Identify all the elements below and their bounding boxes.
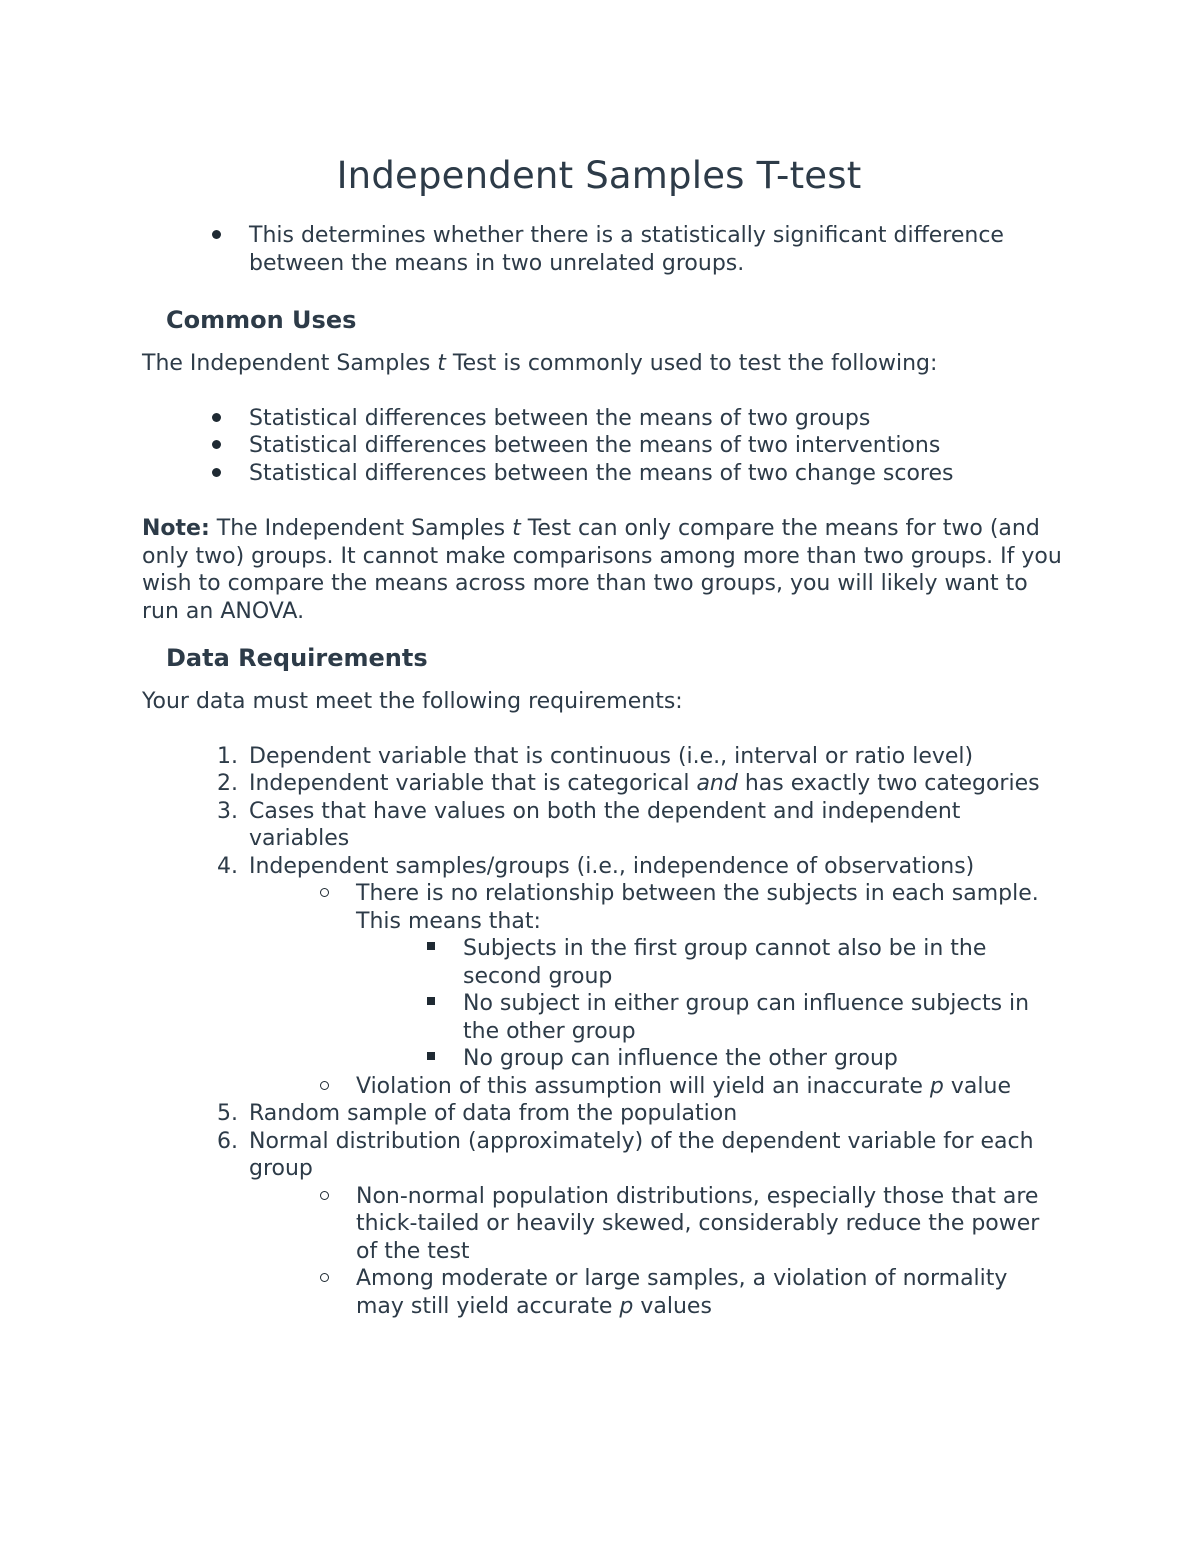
list-item: [142, 222, 1062, 277]
list-item-text: value: [943, 1073, 1011, 1099]
list-item: [142, 770, 1062, 798]
bullet-square-icon: [427, 991, 435, 1019]
list-number: 5.: [217, 1101, 238, 1126]
list-item: [142, 405, 1062, 433]
intro-list: [142, 222, 1062, 277]
bullet-square-icon: [427, 936, 435, 964]
bullet-dot-icon: [212, 405, 221, 433]
sub-list-item: [142, 1183, 1062, 1266]
sub-sub-list-item: [142, 935, 1062, 990]
list-number: 2.: [217, 771, 238, 796]
sub-list-item: [142, 1073, 1062, 1101]
bullet-ring-icon: [320, 1073, 329, 1101]
lead-text: Test is commonly used to test the following:: [445, 351, 938, 376]
list-item-text: values: [633, 1293, 712, 1319]
list-item-text: Statistical differences between the means of two groups: [249, 405, 871, 431]
bullet-ring-icon: [320, 1183, 329, 1211]
list-item-text: No subject in either group can influence subjects in the other group: [463, 991, 1030, 1044]
list-item-text: Statistical differences between the means of two interventions: [249, 433, 941, 458]
bullet-square-icon: [427, 1046, 435, 1074]
list-item-text: There is no relationship between the subjects in each sample. This means that:: [356, 881, 1039, 934]
bullet-dot-icon: [212, 432, 221, 460]
page-title: [136, 150, 1062, 202]
note-text: Test can only compare the means for two (and only two) groups. It cannot make comparisons among more than two groups. If you wish to compare the means across more than two groups, you will likely want to run an ANOVA.: [142, 516, 1062, 624]
p-symbol: p: [929, 1073, 944, 1099]
section-heading-data-requirements: [142, 641, 1062, 675]
p-symbol: p: [619, 1293, 634, 1319]
note-t-symbol: t: [512, 516, 521, 541]
list-item-text: Violation of this assumption will yield an inaccurate: [356, 1073, 930, 1099]
sub-sub-list-item: [142, 990, 1062, 1045]
list-item: [142, 798, 1062, 853]
bullet-ring-icon: [320, 1265, 329, 1293]
list-item-text: has exactly two categories: [737, 771, 1040, 796]
bullet-dot-icon: [212, 222, 221, 250]
sub-sub-list-item: [142, 1045, 1062, 1073]
list-item-text: Among moderate or large samples, a violation of normality may still yield accurate: [356, 1266, 1008, 1319]
bullet-dot-icon: [212, 460, 221, 488]
document-body: [142, 150, 1062, 1320]
section-heading-text: Data Requirements: [166, 644, 428, 672]
intro-text: This determines whether there is a statistically significant difference between the means in two unrelated groups.: [249, 223, 1004, 276]
list-item: [142, 1100, 1062, 1128]
common-uses-lead: [142, 350, 1062, 378]
note-label: Note:: [142, 516, 210, 541]
list-item: [142, 853, 1062, 881]
lead-t-symbol: t: [437, 351, 446, 376]
sub-list-item: [142, 1265, 1062, 1320]
list-item: [142, 1128, 1062, 1183]
note-paragraph: [142, 515, 1062, 625]
list-item-text: Subjects in the first group cannot also be in the second group: [463, 936, 987, 989]
list-item-text: Cases that have values on both the dependent and independent variables: [249, 798, 961, 851]
title-text: Independent Samples T-test: [336, 154, 862, 197]
list-item: [142, 460, 1062, 488]
lead-text: The Independent Samples: [142, 351, 438, 376]
list-item-text: Independent variable that is categorical: [249, 771, 697, 796]
list-number: 3.: [217, 798, 238, 824]
emphasis-text: and: [696, 771, 738, 796]
list-item-text: Non-normal population distributions, especially those that are thick-tailed or heavily skewed, considerably reduce the power of the test: [356, 1183, 1040, 1264]
sub-list-item: [142, 880, 1062, 935]
list-item: [142, 432, 1062, 460]
section-heading-text: Common Uses: [166, 306, 357, 334]
list-number: 1.: [217, 743, 238, 769]
list-item: [142, 743, 1062, 771]
list-number: 6.: [217, 1128, 238, 1154]
requirements-list: [142, 743, 1062, 1321]
common-uses-list: [142, 405, 1062, 488]
requirements-lead: Your data must meet the following requirements:: [142, 689, 683, 714]
list-item-text: No group can influence the other group: [463, 1046, 898, 1071]
list-item-text: Statistical differences between the means of two change scores: [249, 460, 954, 486]
note-text: The Independent Samples: [209, 516, 513, 541]
list-number: 4.: [217, 853, 238, 879]
section-heading-common-uses: [142, 303, 1062, 337]
bullet-ring-icon: [320, 880, 329, 908]
list-item-text: Normal distribution (approximately) of the dependent variable for each group: [249, 1128, 1034, 1181]
list-item-text: Independent samples/groups (i.e., independence of observations): [249, 853, 975, 879]
list-item-text: Dependent variable that is continuous (i.e., interval or ratio level): [249, 743, 974, 769]
list-item-text: Random sample of data from the population: [249, 1101, 738, 1126]
